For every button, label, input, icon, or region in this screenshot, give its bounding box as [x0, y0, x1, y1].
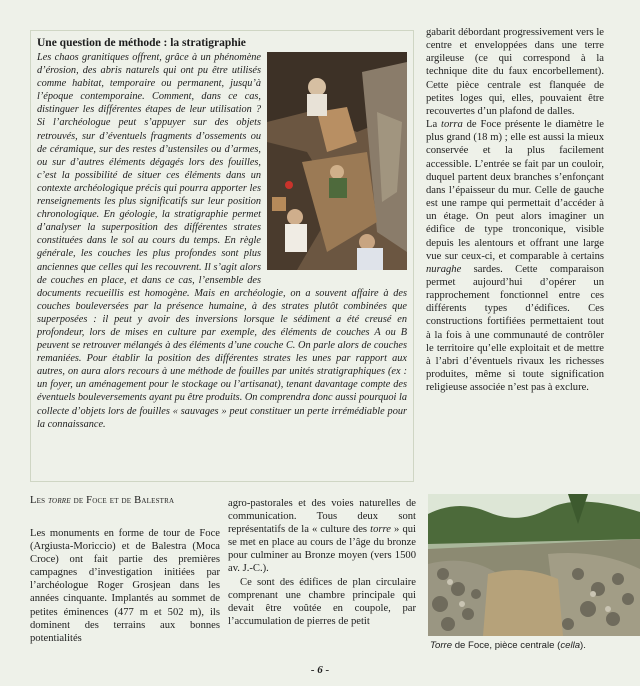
torre-foce-photo — [428, 494, 640, 636]
col-b-p1-torre: torre — [370, 524, 391, 536]
caption-end: ). — [580, 640, 586, 651]
p2-mid: de Foce présente le diamètre le plus grand (18 m) ; elle est aussi la mieux conservée et la plus facilement accessible. L’entrée se fait par un couloir, duquel partent deux branches s’enfonçant dans l’épaisseur du mur. Celle de gauche est une rampe qui permettait d’accéder à un étage. On peut alors imaginer un édifice de type tronconique, visible depuis les alentours et offrant une large vue sur ceux-ci, et comparable à certains — [426, 119, 604, 262]
section-title-suffix: de Foce et de Balestra — [70, 495, 175, 506]
right-paragraph-2 — [426, 118, 604, 394]
col-b-p1-start: agro-pastorales et des voies naturelles de communication. Tous deux sont représentatifs de la « culture des — [228, 498, 416, 536]
caption-cella: cella — [560, 640, 581, 651]
p2-torre: torra — [441, 119, 463, 131]
body-column-b — [228, 497, 416, 628]
col-b-paragraph-2: Ce sont des édifices de plan circulaire comprenant une chambre principale qui devait être voûtée en coupole, par l’accumulation de pierres de petit — [228, 576, 416, 627]
p2-end: sardes. Cette comparaison permet aujourd’hui d’opérer un rapprochement fonctionnel entre ces différents types d’édifices. Ces constructions fortifiées permettaient tout à la fois à une communauté de contrôler le territoire qu’elle exploitait et de mettre à l’abri d’éventuels rivaux les richesses produites, même si toute signification religieuse associée n’est pas à exclure. — [426, 263, 604, 394]
col-b-paragraph-1 — [228, 497, 416, 576]
photo-caption — [430, 640, 635, 652]
right-column — [426, 26, 604, 482]
sidebar-text: Les chaos granitiques offrent, grâce à un phénomène d’érosion, des abris naturels qui ont pu être utilisés comme habitat, temporaire ou permanent, jusqu’à l’époque contemporaine. Comment, dans ce cas, distinguer les différentes étapes de leur utilisation ? Si l’archéologue peut s’appuyer sur des objets retrouvés, sur d’éventuels fragments d’ossements ou de céramique, sur des restes d’ustensiles ou d’armes, ou sur d’autres éléments dégagés lors des fouilles, c’est la possibilité de situer ces éléments dans un contexte archéologique précis qui pourra apporter les renseignements les plus significatifs sur leur position chronologique. En géologie, la stratigraphie permet d’analyser la superposition des différentes strates constituées dans le sol au cours du temps. En règle générale, les couches les plus profondes sont plus anciennes que celles qui les recouvrent. Il s’agit alors de couches en place, et dans ce cas, l’ensemble des documents recueillis est homogène. Mais en archéologie, on a souvent affaire à des couches bouleversées par la présence humaine, à des strates plutôt combinées que superposées : il peut y avoir des inversions lorsque le sédiment a été creusé en profondeur, lors de mises en culture par exemple, des éléments de couches A ou B peuvent se retrouver mélangés à des éléments d’une couche C. On parle alors de couches remaniées. Pour établir la position des différentes strates les unes par rapport aux autres, on aura alors recours à une méthode de fouilles par unités stratigraphiques (ex : un foyer, un aménagement pour le stockage ou l’artisanat), tenant davantage compte des éventuels bouleversements ayant pu être produits. On comprendra donc aussi pourquoi la collecte d’objets lors de fouilles « sauvages » peut constituer un perte irrémédiable pour la connaissance. — [37, 52, 407, 430]
right-paragraph-1: gabarit débordant progressivement vers le centre et enveloppées dans une terre argileuse (ce qui correspond à la technique dite du faux encorbellement). Cette pièce centrale est flanquée de petites loges qui, elles, pouvaient être recouvertes d’un plafond de dalles. — [426, 27, 604, 117]
caption-mid: de Foce, pièce centrale ( — [452, 640, 561, 651]
p2-start: La — [426, 119, 442, 131]
body-column-a: Les monuments en forme de tour de Foce (Argiusta-Moriccio) et de Balestra (Moca Croce) ont fait partie des premières campagnes d’investigation initiées par l’archéologue Roger Grosjean dans les années cinquante. Implantés au sommet de petites éminences (477 m et 502 m), ils dominent des terrains aux bonnes potentialités — [30, 528, 220, 644]
section-title — [30, 494, 220, 508]
p2-nuraghe: nuraghe — [426, 263, 462, 275]
page-number: - 6 - — [310, 664, 330, 676]
excavation-photo — [267, 52, 407, 270]
sidebar-title: Une question de méthode : la stratigraphie — [37, 37, 246, 49]
section-title-prefix: Les — [30, 495, 49, 506]
col-b-p1-end: » qui se met en place au cours de l’âge du bronze pour culminer au Bronze moyen (vers 1500 av. J.-C.). — [228, 524, 416, 575]
stratigraphy-sidebar-box — [30, 30, 414, 482]
section-title-torre: torre — [48, 495, 71, 506]
caption-torre: Torre — [430, 640, 453, 651]
